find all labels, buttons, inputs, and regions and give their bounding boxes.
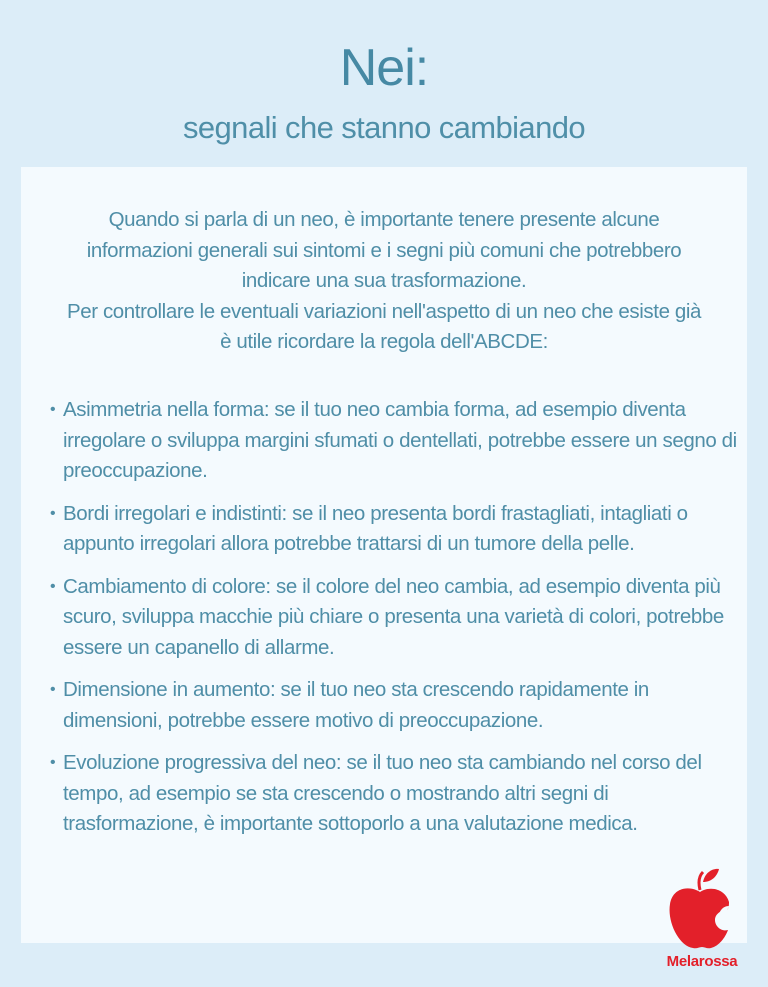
list-item-text: Dimensione in aumento: se il tuo neo sta crescendo rapidamente in dimensioni, potrebbe essere motivo di preoccupazione. bbox=[63, 678, 649, 732]
intro-text bbox=[21, 205, 747, 358]
apple-icon bbox=[667, 868, 733, 950]
list-item bbox=[50, 675, 740, 736]
intro-paragraph-1: Quando si parla di un neo, è importante tenere presente alcune informazioni generali sui sintomi e i segni più comuni che potrebbero indicare una sua trasformazione. bbox=[86, 208, 682, 292]
page-title: Nei: bbox=[339, 39, 429, 97]
abcde-list bbox=[50, 395, 740, 852]
content-card bbox=[21, 167, 747, 943]
page-subtitle: segnali che stanno cambiando bbox=[183, 110, 585, 145]
list-item-text: Bordi irregolari e indistinti: se il neo presenta bordi frastagliati, intagliati o appunto irregolari allora potrebbe trattarsi di un tumore della pelle. bbox=[63, 501, 688, 555]
melarossa-logo bbox=[652, 868, 752, 980]
list-item bbox=[50, 572, 740, 664]
list-item-text: Evoluzione progressiva del neo: se il tuo neo sta cambiando nel corso del tempo, ad esempio se sta crescendo o mostrando altri segni di trasformazione, è importante sottoporlo a una valutazione medica. bbox=[63, 751, 702, 835]
list-item bbox=[50, 748, 740, 840]
bullet-icon: • bbox=[50, 504, 56, 522]
intro-paragraph-2: Per controllare le eventuali variazioni nell'aspetto di un neo che esiste già è utile ricordare la regola dell'ABCDE: bbox=[66, 299, 702, 353]
bullet-icon: • bbox=[50, 754, 56, 771]
brand-name: Melarossa bbox=[666, 953, 738, 970]
bullet-icon: • bbox=[50, 401, 56, 418]
bullet-icon: • bbox=[50, 577, 56, 595]
bullet-icon: • bbox=[50, 681, 56, 698]
list-item-text: Asimmetria nella forma: se il tuo neo cambia forma, ad esempio diventa irregolare o sviluppa margini sfumati o dentellati, potrebbe essere un segno di preoccupazione. bbox=[63, 398, 737, 482]
list-item-text: Cambiamento di colore: se il colore del neo cambia, ad esempio diventa più scuro, sviluppa macchie più chiare o presenta una varietà di colori, potrebbe essere un capanello di allarme. bbox=[63, 574, 724, 659]
list-item bbox=[50, 499, 740, 560]
list-item bbox=[50, 395, 740, 487]
